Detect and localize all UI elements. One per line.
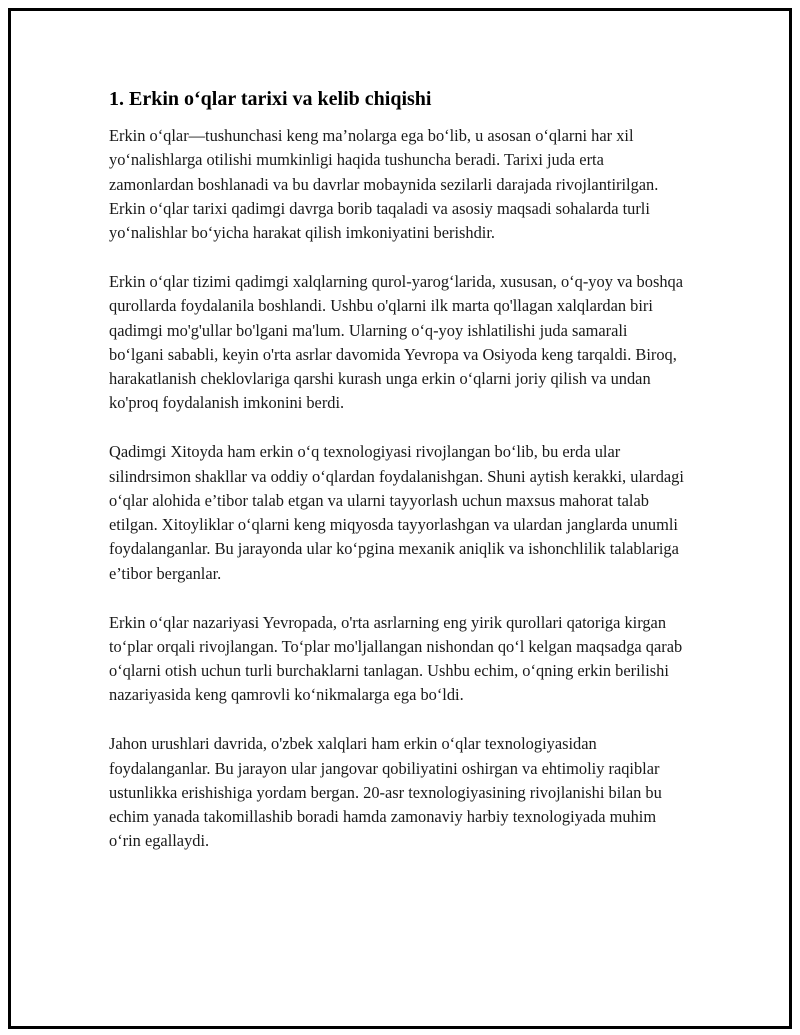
- paragraph-5: Jahon urushlari davrida, o'zbek xalqlari ham erkin o‘qlar texnologiyasidan foydalanganlar. Bu jarayon ular jangovar qobiliyatini oshirgan va ehtimoliy raqiblar ustunlikka erishishiga yordam bergan. 20-asr texnologiyasining rivojlanishi bilan bu echim yanada takomillashib boradi hamda zamonaviy harbiy texnologiyada muhim o‘rin egallaydi.: [109, 734, 662, 851]
- paragraph-2: Erkin o‘qlar tizimi qadimgi xalqlarning qurol-yarog‘larida, xususan, o‘q-yoy va boshqa qurollarda foydalanila boshlandi. Ushbu o'qlarni ilk marta qo'llagan xalqlardan biri qadimgi mo'g'ullar bo'lgani ma'lum. Ularning o‘q-yoy ishlatilishi juda samarali bo‘lgani sababli, keyin o'rta asrlar davomida Yevropa va Osiyoda keng tarqaldi. Biroq, harakatlanish cheklovlariga qarshi kurash unga erkin o‘qlarni joriy qilish va undan ko'proq foydalanish imkonini berdi.: [109, 271, 683, 413]
- section-heading: 1. Erkin o‘qlar tarixi va kelib chiqishi: [109, 88, 432, 110]
- paragraph-3: Qadimgi Xitoyda ham erkin o‘q texnologiyasi rivojlangan bo‘lib, bu erda ular silindrsimon shakllar va oddiy o‘qlardan foydalanishgan. Shuni aytish kerakki, ulardagi o‘qlar alohida e’tibor talab etgan va ularni tayyorlash uchun maxsus mahorat talab etilgan. Xitoyliklar o‘qlarni keng miqyosda tayyorlashgan va ulardan janglarda unumli foydalanganlar. Bu jarayonda ular ko‘pgina mexanik aniqlik va ishonchlilik talablariga e’tibor berganlar.: [109, 442, 684, 583]
- paragraph-4: Erkin o‘qlar nazariyasi Yevropada, o'rta asrlarning eng yirik qurollari qatoriga kirgan to‘plar orqali rivojlangan. To‘plar mo'ljallangan nishondan qo‘l kelgan maqsadga qarab o‘qlarni otish uchun turli burchaklarni tanlagan. Ushbu echim, o‘qning erkin berilishi nazariyasida keng qamrovli ko‘nikmalarga ega bo‘ldi.: [109, 612, 683, 705]
- paragraph-1: Erkin o‘qlar—tushunchasi keng ma’nolarga ega bo‘lib, u asosan o‘qlarni har xil yo‘nalishlarga otilishi mumkinligi haqida tushuncha beradi. Tarixi juda erta zamonlardan boshlanadi va bu davrlar mobaynida sezilarli darajada rivojlantirilgan. Erkin o‘qlar tarixi qadimgi davrga borib taqaladi va asosiy maqsadi sohalarda turli yo‘nalishlar bo‘yicha harakat qilish imkoniyatini berishdir.: [109, 126, 659, 243]
- document-body: [109, 86, 684, 878]
